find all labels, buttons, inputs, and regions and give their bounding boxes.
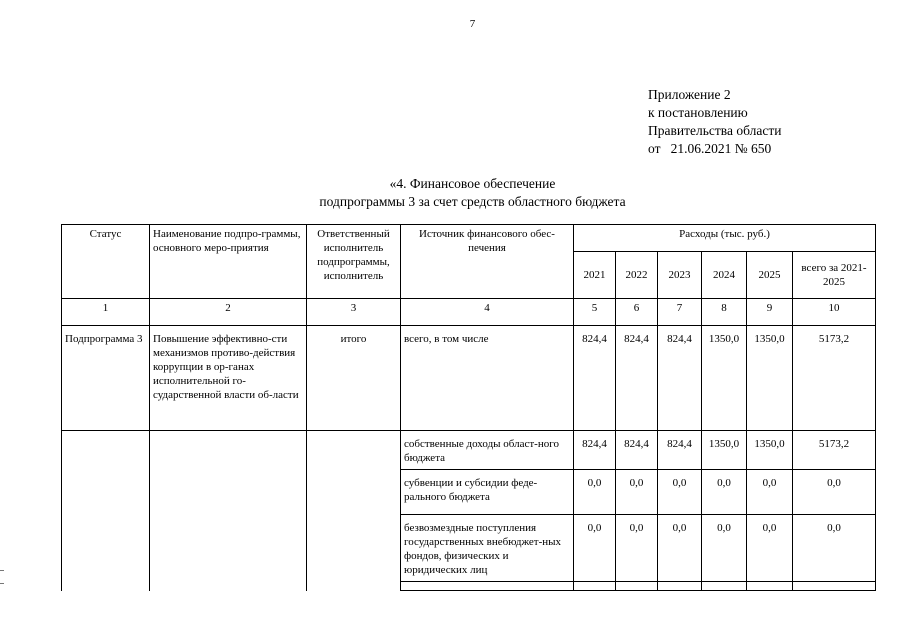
column-number: 2 xyxy=(150,299,307,326)
value-cell: 1350,0 xyxy=(702,431,747,470)
column-number: 1 xyxy=(62,299,150,326)
header-expenses: Расходы (тыс. руб.) xyxy=(574,225,876,252)
table-row xyxy=(62,326,876,431)
total-cell: 5173,2 xyxy=(793,431,876,470)
continuation-cell xyxy=(747,582,793,591)
header-name: Наименование подпро-граммы, основного меро-приятия xyxy=(150,225,307,299)
source-cell: безвозмездные поступления государственных внебюджет-ных фондов, физических и юридических лиц xyxy=(401,515,574,582)
value-cell: 0,0 xyxy=(702,515,747,582)
column-number: 8 xyxy=(702,299,747,326)
name-cell: Повышение эффективно-сти механизмов противо-действия коррупции в ор-ганах исполнительной го-сударственной власти об-ласти xyxy=(150,326,307,431)
value-cell: 824,4 xyxy=(574,431,616,470)
column-number: 7 xyxy=(658,299,702,326)
value-cell: 0,0 xyxy=(658,515,702,582)
header-source: Источник финансового обес-печения xyxy=(401,225,574,299)
value-cell: 824,4 xyxy=(574,326,616,431)
header-year: 2023 xyxy=(658,252,702,299)
continuation-cell xyxy=(616,582,658,591)
continuation-cell xyxy=(574,582,616,591)
header-executor: Ответственный исполнитель подпрограммы, исполнитель xyxy=(307,225,401,299)
source-cell: субвенции и субсидии феде-рального бюджета xyxy=(401,470,574,515)
header-year: 2022 xyxy=(616,252,658,299)
value-cell: 0,0 xyxy=(574,470,616,515)
appendix-line: от 21.06.2021 № 650 xyxy=(648,141,772,156)
source-cell: всего, в том числе xyxy=(401,326,574,431)
appendix-block xyxy=(648,86,781,158)
value-cell: 0,0 xyxy=(616,470,658,515)
document-title-line: «4. Финансовое обеспечение xyxy=(389,176,556,191)
continuation-cell xyxy=(401,582,574,591)
header-year: 2024 xyxy=(702,252,747,299)
header-row xyxy=(62,225,876,252)
page-number: 7 xyxy=(469,18,476,30)
column-number: 5 xyxy=(574,299,616,326)
column-number: 6 xyxy=(616,299,658,326)
header-total: всего за 2021-2025 xyxy=(793,252,876,299)
appendix-line: Приложение 2 xyxy=(648,87,731,102)
continuation-cell xyxy=(658,582,702,591)
column-number: 4 xyxy=(401,299,574,326)
column-number: 10 xyxy=(793,299,876,326)
value-cell: 0,0 xyxy=(747,470,793,515)
value-cell: 0,0 xyxy=(702,470,747,515)
continuation-cell xyxy=(793,582,876,591)
column-number: 3 xyxy=(307,299,401,326)
total-cell: 0,0 xyxy=(793,515,876,582)
value-cell: 0,0 xyxy=(658,470,702,515)
document-title xyxy=(0,175,905,211)
table-row xyxy=(62,431,876,470)
value-cell: 0,0 xyxy=(574,515,616,582)
header-status: Статус xyxy=(62,225,150,299)
total-cell: 0,0 xyxy=(793,470,876,515)
value-cell: 824,4 xyxy=(658,431,702,470)
header-year: 2025 xyxy=(747,252,793,299)
financing-table xyxy=(61,224,876,591)
column-number: 9 xyxy=(747,299,793,326)
executor-cell: итого xyxy=(307,326,401,431)
source-cell: собственные доходы област-ного бюджета xyxy=(401,431,574,470)
appendix-line: к постановлению xyxy=(648,105,748,120)
value-cell: 824,4 xyxy=(658,326,702,431)
value-cell: 0,0 xyxy=(616,515,658,582)
value-cell: 1350,0 xyxy=(747,326,793,431)
value-cell: 1350,0 xyxy=(702,326,747,431)
name-cell-empty xyxy=(150,431,307,591)
status-cell-empty xyxy=(62,431,150,591)
header-year: 2021 xyxy=(574,252,616,299)
total-cell: 5173,2 xyxy=(793,326,876,431)
executor-cell-empty xyxy=(307,431,401,591)
value-cell: 1350,0 xyxy=(747,431,793,470)
document-title-line: подпрограммы 3 за счет средств областного бюджета xyxy=(319,194,626,209)
continuation-cell xyxy=(702,582,747,591)
value-cell: 0,0 xyxy=(747,515,793,582)
column-number-row xyxy=(62,299,876,326)
value-cell: 824,4 xyxy=(616,326,658,431)
appendix-line: Правительства области xyxy=(648,123,782,138)
status-cell: Подпрограмма 3 xyxy=(62,326,150,431)
scan-edge-mark xyxy=(0,570,4,584)
value-cell: 824,4 xyxy=(616,431,658,470)
